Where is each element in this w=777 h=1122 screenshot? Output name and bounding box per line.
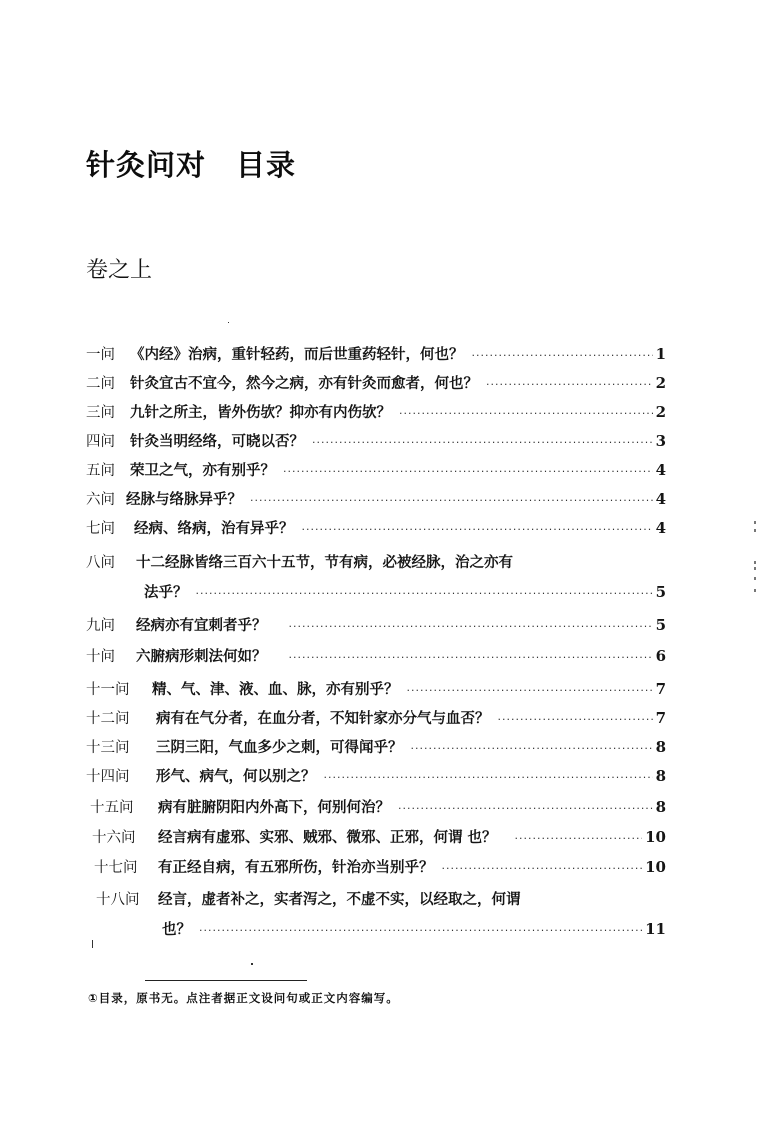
leader-dots xyxy=(324,771,653,784)
question-text: 精、气、津、液、血、脉，亦有别乎？ xyxy=(152,682,399,698)
leader-dots xyxy=(250,494,653,507)
question-number: 十四问 xyxy=(86,769,130,785)
page-number: 7 xyxy=(655,709,666,727)
leader-dots xyxy=(399,407,653,420)
toc-entry-17 xyxy=(94,856,666,878)
toc-entry-14 xyxy=(86,765,666,787)
question-text: 经言病有虚邪、实邪、贼邪、微邪、正邪，何谓 也？ xyxy=(158,830,497,846)
leader-dots xyxy=(472,349,653,362)
document-title: 针灸问对 目录 xyxy=(86,148,297,182)
question-text-continuation: 法乎？ xyxy=(144,585,188,601)
page-number: 3 xyxy=(655,432,666,450)
toc-entry-8 xyxy=(86,551,666,573)
page-number: 4 xyxy=(655,461,666,479)
question-number: 十三问 xyxy=(86,740,130,756)
question-number: 三问 xyxy=(86,405,115,421)
question-number: 十五问 xyxy=(90,800,134,816)
question-text: 有正经自病，有五邪所伤，针治亦当别乎？ xyxy=(158,860,434,876)
question-number: 七问 xyxy=(86,521,115,537)
leader-dots xyxy=(283,465,653,478)
leader-dots xyxy=(398,802,653,815)
question-text: 荣卫之气，亦有别乎？ xyxy=(130,463,275,479)
footnote-divider xyxy=(145,980,307,981)
page-number: 10 xyxy=(645,858,666,876)
question-number: 十八问 xyxy=(96,892,140,908)
toc-entry-7 xyxy=(86,517,666,539)
question-text: 经言，虚者补之，实者泻之，不虚不实，以经取之，何谓 xyxy=(158,892,521,908)
question-text: 针灸宜古不宜今，然今之病，亦有针灸而愈者，何也？ xyxy=(130,376,478,392)
toc-entry-3 xyxy=(86,401,666,423)
leader-dots xyxy=(407,684,653,697)
question-text: 经病亦有宜刺者乎？ xyxy=(136,618,267,634)
page-number: 10 xyxy=(645,828,666,846)
page-number: 2 xyxy=(655,403,666,421)
toc-entry-8-continuation xyxy=(144,581,666,603)
footnote: ①目录，原书无。点注者据正文设问句或正文内容编写。 xyxy=(88,991,399,1005)
page-edge-marks xyxy=(754,515,757,595)
leader-dots xyxy=(302,523,653,536)
page-number: 4 xyxy=(655,519,666,537)
page-number: 8 xyxy=(655,767,666,785)
leader-dots xyxy=(312,436,653,449)
question-text: 三阴三阳，气血多少之刺，可得闻乎？ xyxy=(156,740,403,756)
leader-dots xyxy=(289,651,653,664)
page-number: 6 xyxy=(655,647,666,665)
page-number: 2 xyxy=(655,374,666,392)
leader-dots xyxy=(199,924,642,937)
scan-speck xyxy=(228,322,229,323)
question-number: 五问 xyxy=(86,463,115,479)
page-number: 7 xyxy=(655,680,666,698)
question-text-continuation: 也？ xyxy=(162,922,191,938)
question-number: 十问 xyxy=(86,649,115,665)
toc-entry-2 xyxy=(86,372,666,394)
toc-entry-1 xyxy=(86,343,666,365)
leader-dots xyxy=(411,742,653,755)
question-text: 经脉与络脉异乎？ xyxy=(126,492,242,508)
toc-entry-18-continuation xyxy=(162,918,666,940)
toc-entry-12 xyxy=(86,707,666,729)
toc-entry-10 xyxy=(86,645,666,667)
question-number: 二问 xyxy=(86,376,115,392)
question-text: 六腑病形刺法何如？ xyxy=(136,649,267,665)
page-number: 1 xyxy=(655,345,666,363)
scan-speck xyxy=(92,940,93,948)
toc-entry-9 xyxy=(86,614,666,636)
toc-entry-4 xyxy=(86,430,666,452)
toc-entry-6 xyxy=(86,488,666,510)
question-number: 四问 xyxy=(86,434,115,450)
question-text: 十二经脉皆络三百六十五节，节有病，必被经脉，治之亦有 xyxy=(136,555,513,571)
question-text: 形气、病气，何以别之？ xyxy=(156,769,316,785)
question-number: 十六问 xyxy=(92,830,136,846)
toc-entry-5 xyxy=(86,459,666,481)
toc-entry-13 xyxy=(86,736,666,758)
page-number: 5 xyxy=(655,583,666,601)
question-number: 八问 xyxy=(86,555,115,571)
leader-dots xyxy=(289,620,653,633)
leader-dots xyxy=(486,378,653,391)
toc-entry-18 xyxy=(96,888,666,910)
question-number: 十二问 xyxy=(86,711,130,727)
question-text: 九针之所主，皆外伤欤？抑亦有内伤欤？ xyxy=(130,405,391,421)
question-number: 十七问 xyxy=(94,860,138,876)
page-number: 11 xyxy=(645,920,666,938)
question-text: 经病、络病，治有异乎？ xyxy=(134,521,294,537)
question-text: 病有脏腑阴阳内外高下，何别何治？ xyxy=(158,800,390,816)
leader-dots xyxy=(515,832,643,845)
question-text: 病有在气分者，在血分者，不知针家亦分气与血否？ xyxy=(156,711,490,727)
leader-dots xyxy=(442,862,643,875)
page-number: 5 xyxy=(655,616,666,634)
page-number: 4 xyxy=(655,490,666,508)
leader-dots xyxy=(196,587,653,600)
question-number: 一问 xyxy=(86,347,115,363)
question-number: 六问 xyxy=(86,492,115,508)
toc-entry-11 xyxy=(86,678,666,700)
page-number: 8 xyxy=(655,798,666,816)
question-number: 十一问 xyxy=(86,682,130,698)
page-number: 8 xyxy=(655,738,666,756)
volume-heading: 卷之上 xyxy=(86,258,153,283)
toc-entry-15 xyxy=(90,796,666,818)
toc-entry-16 xyxy=(92,826,666,848)
leader-dots xyxy=(498,713,653,726)
scan-speck xyxy=(251,963,253,965)
question-number: 九问 xyxy=(86,618,115,634)
question-text: 《内经》治病，重针轻药，而后世重药轻针，何也？ xyxy=(130,347,464,363)
question-text: 针灸当明经络，可晓以否？ xyxy=(130,434,304,450)
